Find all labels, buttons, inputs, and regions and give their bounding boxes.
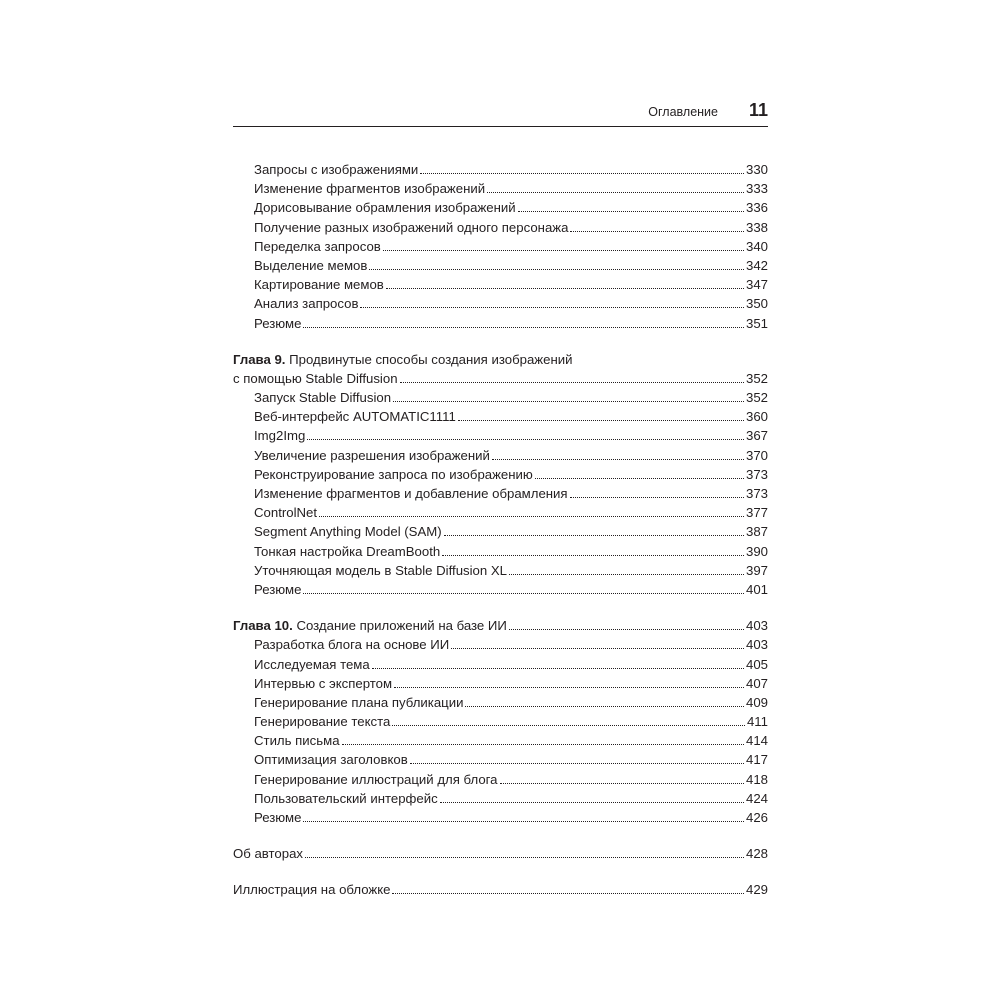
dot-leader <box>303 327 744 328</box>
toc-entry-page: 340 <box>745 238 768 254</box>
section-group-3 <box>233 635 768 827</box>
page-number: 11 <box>748 100 768 120</box>
toc-entry[interactable] <box>233 198 768 217</box>
toc-entry-page: 390 <box>745 543 768 559</box>
about-authors-entry[interactable] <box>233 844 768 863</box>
dot-leader <box>307 439 744 440</box>
toc-entry[interactable] <box>233 522 768 541</box>
cover-illustration-title: Иллюстрация на обложке <box>233 882 391 898</box>
about-authors-page: 428 <box>745 846 768 862</box>
toc-entry-title: Запуск Stable Diffusion <box>254 390 392 406</box>
toc-entry[interactable] <box>233 484 768 503</box>
toc-entry-title: Дорисовывание обрамления изображений <box>254 200 516 216</box>
toc-entry-title: Генерирование текста <box>254 714 391 730</box>
toc-entry-page: 338 <box>745 219 768 235</box>
section-gap <box>233 863 768 880</box>
chapter-10-page: 403 <box>745 618 768 634</box>
dot-leader <box>492 459 744 460</box>
chapter-10-title: Создание приложений на базе ИИ <box>296 618 507 634</box>
toc-entry-page: 414 <box>745 733 768 749</box>
dot-leader <box>394 687 744 688</box>
toc-entry-page: 370 <box>745 447 768 463</box>
toc-entry-page: 360 <box>745 409 768 425</box>
dot-leader <box>509 574 744 575</box>
toc-entry-page: 397 <box>745 562 768 578</box>
dot-leader <box>383 250 744 251</box>
dot-leader <box>303 593 744 594</box>
toc-entry-title: Уточняющая модель в Stable Diffusion XL <box>254 562 508 578</box>
section-gap <box>233 333 768 350</box>
section-gap <box>233 827 768 844</box>
about-authors-title: Об авторах <box>233 846 304 862</box>
section-gap <box>233 599 768 616</box>
toc-entry[interactable] <box>233 561 768 580</box>
toc-entry-title: Стиль письма <box>254 733 340 749</box>
chapter-10-entry[interactable] <box>233 616 768 635</box>
toc-entry[interactable] <box>233 407 768 426</box>
toc-entry-page: 336 <box>745 200 768 216</box>
toc-entry-page: 342 <box>745 257 768 273</box>
toc-entry-page: 350 <box>745 296 768 312</box>
toc-entry-page: 405 <box>745 656 768 672</box>
dot-leader <box>500 783 744 784</box>
dot-leader <box>570 497 744 498</box>
chapter-9-title-line1 <box>233 350 768 369</box>
dot-leader <box>444 535 744 536</box>
toc-entry-title: Реконструирование запроса по изображению <box>254 466 533 482</box>
toc-entry-page: 409 <box>745 694 768 710</box>
toc-entry-title: Генерирование иллюстраций для блога <box>254 771 498 787</box>
toc-entry-page: 377 <box>745 505 768 521</box>
toc-entry[interactable] <box>233 655 768 674</box>
dot-leader <box>392 725 745 726</box>
toc-entry-title: Картирование мемов <box>254 277 384 293</box>
toc-entry[interactable] <box>233 218 768 237</box>
toc-entry-title: Генерирование плана публикации <box>254 694 464 710</box>
toc-entry-page: 417 <box>745 752 768 768</box>
dot-leader <box>451 648 744 649</box>
toc-entry[interactable] <box>233 674 768 693</box>
toc-entry-page: 424 <box>745 790 768 806</box>
dot-leader <box>303 821 744 822</box>
toc-entry[interactable] <box>233 314 768 333</box>
dot-leader <box>518 211 744 212</box>
chapter-9-entry[interactable] <box>233 350 768 388</box>
toc-entry[interactable] <box>233 179 768 198</box>
toc-entry-title: Img2Img <box>254 428 306 444</box>
dot-leader <box>372 668 744 669</box>
toc-entry[interactable] <box>233 256 768 275</box>
dot-leader <box>393 401 744 402</box>
chapter-9-page: 352 <box>745 370 768 386</box>
table-of-contents <box>233 160 768 900</box>
toc-entry-page: 351 <box>745 315 768 331</box>
toc-entry[interactable] <box>233 770 768 789</box>
dot-leader <box>420 173 744 174</box>
toc-entry[interactable] <box>233 635 768 654</box>
toc-entry-title: Исследуемая тема <box>254 656 370 672</box>
toc-entry-page: 347 <box>745 277 768 293</box>
dot-leader <box>369 269 744 270</box>
toc-entry-title: Тонкая настройка DreamBooth <box>254 543 441 559</box>
dot-leader <box>487 192 744 193</box>
toc-entry-title: Интервью с экспертом <box>254 675 393 691</box>
toc-entry-title: Резюме <box>254 810 302 825</box>
toc-entry-title: Изменение фрагментов изображений <box>254 181 486 197</box>
toc-entry-title: Пользовательский интерфейс <box>254 790 438 806</box>
toc-entry[interactable] <box>233 580 768 599</box>
toc-entry[interactable] <box>233 503 768 522</box>
toc-entry[interactable] <box>233 750 768 769</box>
chapter-9-title-continued: с помощью Stable Diffusion <box>233 370 398 386</box>
toc-entry-title: Веб-интерфейс AUTOMATIC1111 <box>254 409 456 425</box>
toc-entry-title: ControlNet <box>254 505 318 521</box>
toc-entry-title: Segment Anything Model (SAM) <box>254 524 442 540</box>
page-header <box>233 98 768 127</box>
section-group-2 <box>233 388 768 599</box>
toc-entry-page: 352 <box>745 390 768 406</box>
toc-entry-page: 387 <box>745 524 768 540</box>
toc-entry[interactable] <box>233 731 768 750</box>
toc-entry-title: Получение разных изображений одного персонажа <box>254 219 569 235</box>
toc-entry-page: 367 <box>745 428 768 444</box>
toc-entry[interactable] <box>233 388 768 407</box>
toc-entry[interactable] <box>233 789 768 808</box>
dot-leader <box>400 382 744 383</box>
toc-entry-page: 373 <box>745 486 768 501</box>
chapter-9-title: Продвинутые способы создания изображений <box>289 351 573 367</box>
toc-entry-page: 373 <box>745 466 768 482</box>
toc-entry-page: 333 <box>745 181 768 197</box>
toc-entry[interactable] <box>233 542 768 561</box>
section-group-1 <box>233 160 768 333</box>
cover-illustration-entry[interactable] <box>233 880 768 899</box>
toc-entry[interactable] <box>233 712 768 731</box>
chapter-10-title-wrap <box>233 616 507 635</box>
toc-entry-title: Выделение мемов <box>254 257 368 273</box>
toc-entry-title: Резюме <box>254 315 302 331</box>
dot-leader <box>360 307 744 308</box>
dot-leader <box>392 893 744 894</box>
toc-entry-title: Разработка блога на основе ИИ <box>254 637 450 653</box>
toc-entry[interactable] <box>233 237 768 256</box>
toc-entry-page: 418 <box>745 771 768 787</box>
toc-entry-page: 403 <box>745 637 768 653</box>
cover-illustration-page: 429 <box>745 882 768 898</box>
dot-leader <box>440 802 744 803</box>
running-title: Оглавление <box>648 105 718 119</box>
toc-entry-page: 426 <box>745 810 768 825</box>
toc-entry[interactable] <box>233 446 768 465</box>
toc-entry[interactable] <box>233 160 768 179</box>
dot-leader <box>442 555 744 556</box>
chapter-10-label: Глава 10. <box>233 618 293 634</box>
chapter-9-label: Глава 9. <box>233 351 286 367</box>
dot-leader <box>509 629 744 630</box>
toc-entry-page: 401 <box>745 581 768 597</box>
toc-entry-title: Увеличение разрешения изображений <box>254 447 490 463</box>
toc-entry[interactable] <box>233 294 768 313</box>
toc-entry-title: Переделка запросов <box>254 238 381 254</box>
dot-leader <box>305 857 744 858</box>
toc-entry-title: Изменение фрагментов и добавление обрамления <box>254 486 568 501</box>
toc-entry-title: Оптимизация заголовков <box>254 752 408 768</box>
toc-entry[interactable] <box>233 426 768 445</box>
dot-leader <box>570 231 744 232</box>
dot-leader <box>410 763 744 764</box>
toc-entry-page: 330 <box>745 162 768 177</box>
toc-entry[interactable] <box>233 808 768 827</box>
toc-entry-title: Анализ запросов <box>254 296 359 312</box>
dot-leader <box>386 288 744 289</box>
toc-entry-page: 407 <box>745 675 768 691</box>
toc-entry-title: Запросы с изображениями <box>254 162 419 177</box>
dot-leader <box>465 706 744 707</box>
dot-leader <box>342 744 744 745</box>
dot-leader <box>535 478 744 479</box>
toc-entry[interactable] <box>233 275 768 294</box>
dot-leader <box>458 420 744 421</box>
chapter-9-title-line2 <box>233 369 768 388</box>
toc-entry-page: 411 <box>746 714 768 730</box>
toc-entry[interactable] <box>233 693 768 712</box>
toc-entry-title: Резюме <box>254 581 302 597</box>
toc-entry[interactable] <box>233 465 768 484</box>
dot-leader <box>319 516 744 517</box>
